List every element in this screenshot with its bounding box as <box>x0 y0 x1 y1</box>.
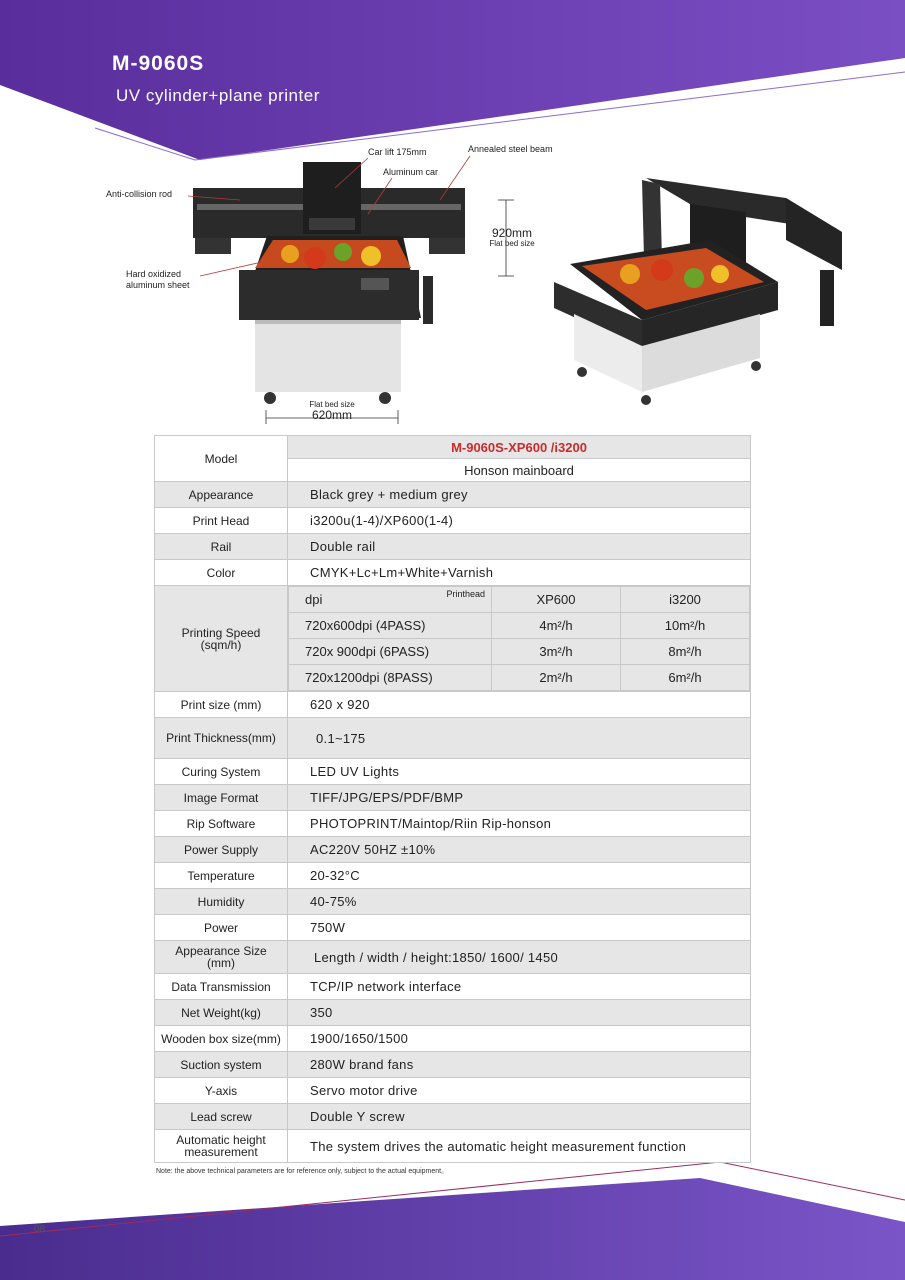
table-row: Curing System LED UV Lights <box>155 759 751 785</box>
table-row: Color CMYK+Lc+Lm+White+Varnish <box>155 560 751 586</box>
callout-aluminum-car: Aluminum car <box>383 167 439 177</box>
table-row: Appearance Black grey + medium grey <box>155 482 751 508</box>
printer-perspective-image <box>550 170 862 410</box>
table-row: Y-axis Servo motor drive <box>155 1078 751 1104</box>
table-row: Suction system 280W brand fans <box>155 1052 751 1078</box>
speed-header-row <box>289 587 750 613</box>
table-row-printing-speed <box>155 586 751 692</box>
table-row: Temperature 20-32°C <box>155 863 751 889</box>
dpi-caption: dpi <box>305 592 323 607</box>
model-value: M-9060S-XP600 /i3200 <box>288 436 751 459</box>
table-row-auto-height: Automatic height measurement The system drives the automatic height measurement function <box>155 1130 751 1163</box>
model-label: Model <box>155 436 288 482</box>
printing-speed-cell <box>288 586 751 692</box>
speed-row: 720x600dpi (4PASS) 4m²/h 10m²/h <box>289 613 750 639</box>
printhead-caption: Printhead <box>446 589 485 599</box>
table-row: Net Weight(kg) 350 <box>155 1000 751 1026</box>
speed-row: 720x 900dpi (6PASS) 3m²/h 8m²/h <box>289 639 750 665</box>
mainboard-value: Honson mainboard <box>288 459 751 482</box>
table-row: Power 750W <box>155 915 751 941</box>
table-row-model <box>155 436 751 459</box>
callout-hard-oxidized: Hard oxidized aluminum sheet <box>126 269 190 290</box>
table-row: Data Transmission TCP/IP network interface <box>155 974 751 1000</box>
height-dimension: 920mm Flat bed size <box>489 226 535 248</box>
printing-speed-label: Printing Speed (sqm/h) <box>155 586 288 692</box>
table-row-print-size: Print size (mm) 620 x 920 <box>155 692 751 718</box>
page-number: 08 <box>34 1224 46 1235</box>
printer-front-image <box>175 160 485 410</box>
spec-table <box>154 435 751 1163</box>
table-row: Lead screw Double Y screw <box>155 1104 751 1130</box>
header-band <box>0 0 905 160</box>
speed-row: 720x1200dpi (8PASS) 2m²/h 6m²/h <box>289 665 750 691</box>
page-title: M-9060S <box>112 52 205 75</box>
table-row: Rail Double rail <box>155 534 751 560</box>
table-row: Humidity 40-75% <box>155 889 751 915</box>
table-row: Power Supply AC220V 50HZ ±10% <box>155 837 751 863</box>
table-row: Image Format TIFF/JPG/EPS/PDF/BMP <box>155 785 751 811</box>
table-row-appearance-size: Appearance Size (mm) Length / width / height:1850/ 1600/ 1450 <box>155 941 751 974</box>
col-xp600: XP600 <box>492 587 621 613</box>
footer-band <box>0 1178 905 1280</box>
printing-speed-subtable <box>288 586 750 691</box>
table-row: Rip Software PHOTOPRINT/Maintop/Riin Rip-honson <box>155 811 751 837</box>
table-row-thickness: Print Thickness(mm) 0.1~175 <box>155 718 751 759</box>
callout-annealed-beam: Annealed steel beam <box>468 144 553 154</box>
appearance-size-label: Appearance Size (mm) <box>155 941 288 974</box>
auto-height-label: Automatic height measurement <box>155 1130 288 1163</box>
callout-anti-collision: Anti-collision rod <box>106 189 173 199</box>
table-row: Print Head i3200u(1-4)/XP600(1-4) <box>155 508 751 534</box>
col-i3200: i3200 <box>621 587 750 613</box>
callout-car-lift: Car lift 175mm <box>368 147 427 157</box>
table-row: Wooden box size(mm) 1900/1650/1500 <box>155 1026 751 1052</box>
footnote: Note: the above technical parameters are for reference only, subject to the actual equipment。 <box>156 1168 449 1175</box>
page-subtitle: UV cylinder+plane printer <box>116 86 320 105</box>
width-dimension: Flat bed size 620mm <box>309 400 355 422</box>
